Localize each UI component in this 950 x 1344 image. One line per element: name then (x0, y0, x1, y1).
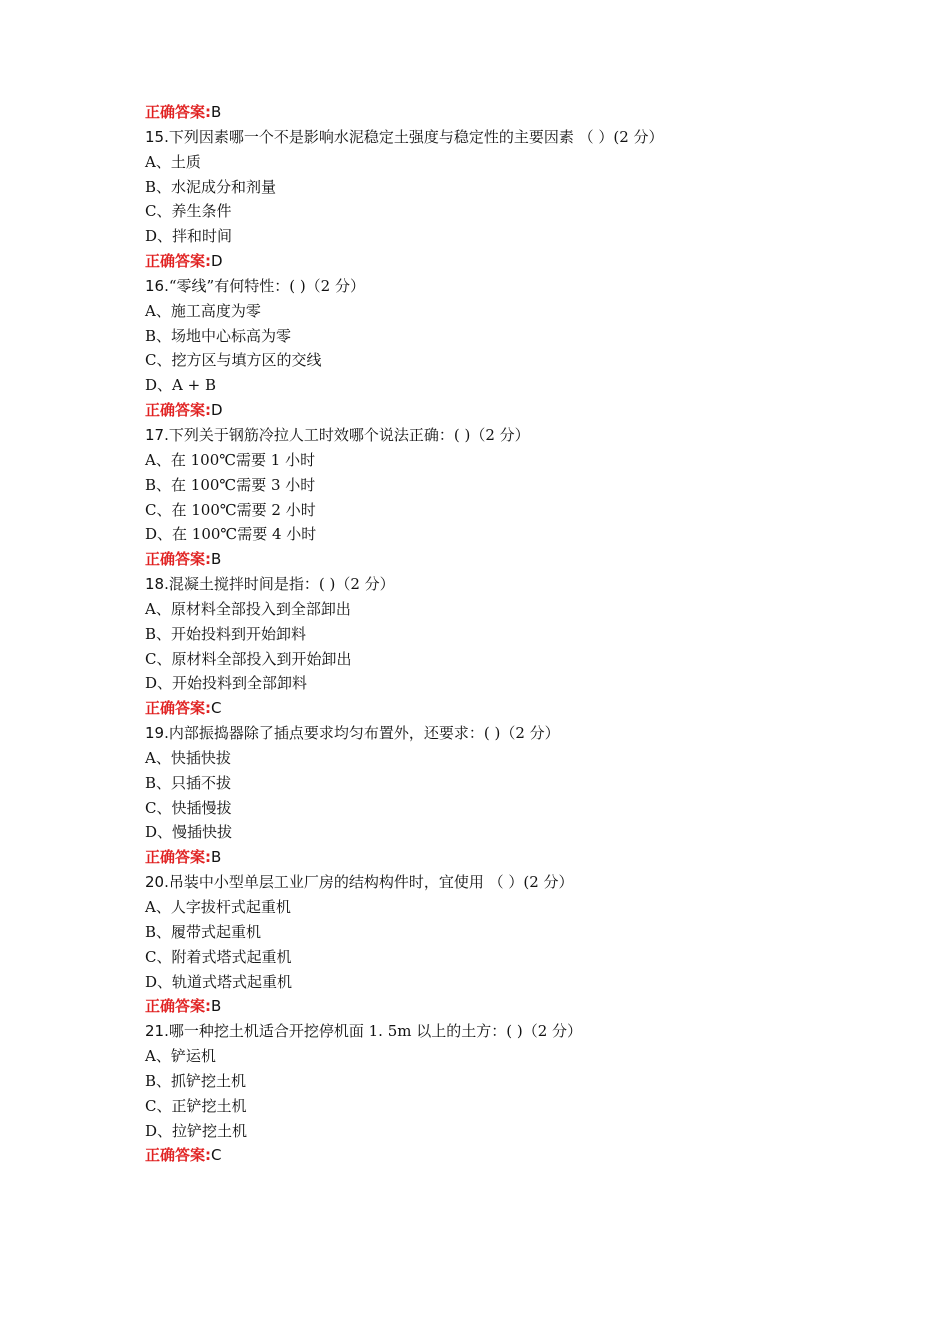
question-number: 17. (145, 425, 169, 444)
option-a: A、原材料全部投入到全部卸出 (145, 599, 351, 618)
answer-label: 正确答案: (145, 401, 211, 420)
answer-line (145, 398, 905, 423)
option-d: D、在 100℃需要 4 小时 (145, 525, 317, 544)
question-text: 哪一种挖土机适合开挖停机面 1. 5m 以上的土方：( )（2 分） (168, 1022, 583, 1041)
question-number: 20. (145, 873, 169, 892)
document-page (145, 100, 905, 1168)
answer-label: 正确答案: (145, 1146, 211, 1165)
answer-value: B (211, 103, 222, 121)
option-b: B、场地中心标高为零 (145, 326, 292, 345)
answer-line (145, 696, 905, 721)
answer-label: 正确答案: (145, 848, 211, 867)
option-b: B、开始投料到开始卸料 (145, 624, 307, 643)
answer-value: B (211, 848, 222, 867)
question-stem (145, 721, 905, 746)
question-text: 吊装中小型单层工业厂房的结构构件时，宜使用 （ ）(2 分） (168, 873, 574, 892)
answer-label: 正确答案: (145, 550, 211, 569)
answer-value: C (211, 1146, 222, 1165)
option-b: B、抓铲挖土机 (145, 1071, 247, 1090)
option-c: C、挖方区与填方区的交线 (145, 351, 322, 370)
option-c: C、原材料全部投入到开始卸出 (145, 649, 352, 668)
option-a: A、施工高度为零 (145, 301, 261, 320)
question-number: 15. (145, 127, 169, 146)
option-d: D、轨道式塔式起重机 (145, 972, 293, 991)
option-a: A、土质 (145, 152, 201, 171)
question-stem (145, 572, 905, 597)
option-a: A、铲运机 (145, 1047, 216, 1066)
question-text: 内部振捣器除了插点要求均匀布置外，还要求：( )（2 分） (168, 724, 560, 743)
question-stem (145, 423, 905, 448)
option-a: A、人字拔杆式起重机 (145, 898, 291, 916)
option-d: D、A + B (145, 376, 216, 395)
option-d: D、拌和时间 (145, 227, 233, 246)
question-text: 下列因素哪一个不是影响水泥稳定土强度与稳定性的主要因素 （ ）(2 分） (168, 127, 664, 146)
question-text: 混凝土搅拌时间是指：( )（2 分） (168, 575, 395, 594)
answer-value: D (211, 401, 223, 420)
option-b: B、水泥成分和剂量 (145, 177, 277, 196)
answer-line (145, 1143, 905, 1168)
option-c: C、附着式塔式起重机 (145, 947, 292, 966)
answer-line (145, 100, 905, 125)
answer-line (145, 547, 905, 572)
answer-label: 正确答案: (145, 103, 211, 121)
question-number: 19. (145, 724, 169, 743)
answer-line (145, 845, 905, 870)
option-b: B、在 100℃需要 3 小时 (145, 475, 316, 494)
question-stem (145, 870, 905, 895)
answer-label: 正确答案: (145, 252, 211, 271)
option-b: B、只插不拔 (145, 773, 232, 792)
answer-value: B (211, 997, 222, 1016)
question-text: 下列关于钢筋冷拉人工时效哪个说法正确：( )（2 分） (168, 425, 530, 444)
answer-line (145, 249, 905, 274)
question-text: “零线”有何特性：( )（2 分） (168, 276, 365, 295)
option-d: D、开始投料到全部卸料 (145, 674, 308, 693)
option-b: B、履带式起重机 (145, 922, 262, 941)
option-d: D、慢插快拔 (145, 823, 233, 842)
option-a: A、快插快拔 (145, 748, 231, 767)
question-number: 21. (145, 1022, 169, 1041)
option-c: C、养生条件 (145, 202, 232, 221)
option-c: C、正铲挖土机 (145, 1096, 247, 1115)
answer-label: 正确答案: (145, 997, 211, 1016)
answer-label: 正确答案: (145, 699, 211, 718)
option-c: C、快插慢拔 (145, 798, 232, 817)
question-number: 16. (145, 276, 169, 295)
answer-line (145, 994, 905, 1019)
answer-value: B (211, 550, 222, 569)
option-a: A、在 100℃需要 1 小时 (145, 450, 316, 469)
question-stem (145, 1019, 905, 1044)
option-c: C、在 100℃需要 2 小时 (145, 500, 316, 519)
question-stem (145, 274, 905, 299)
option-d: D、拉铲挖土机 (145, 1121, 248, 1140)
answer-value: C (211, 699, 222, 718)
question-stem (145, 125, 905, 150)
question-number: 18. (145, 575, 169, 594)
answer-value: D (211, 252, 223, 271)
